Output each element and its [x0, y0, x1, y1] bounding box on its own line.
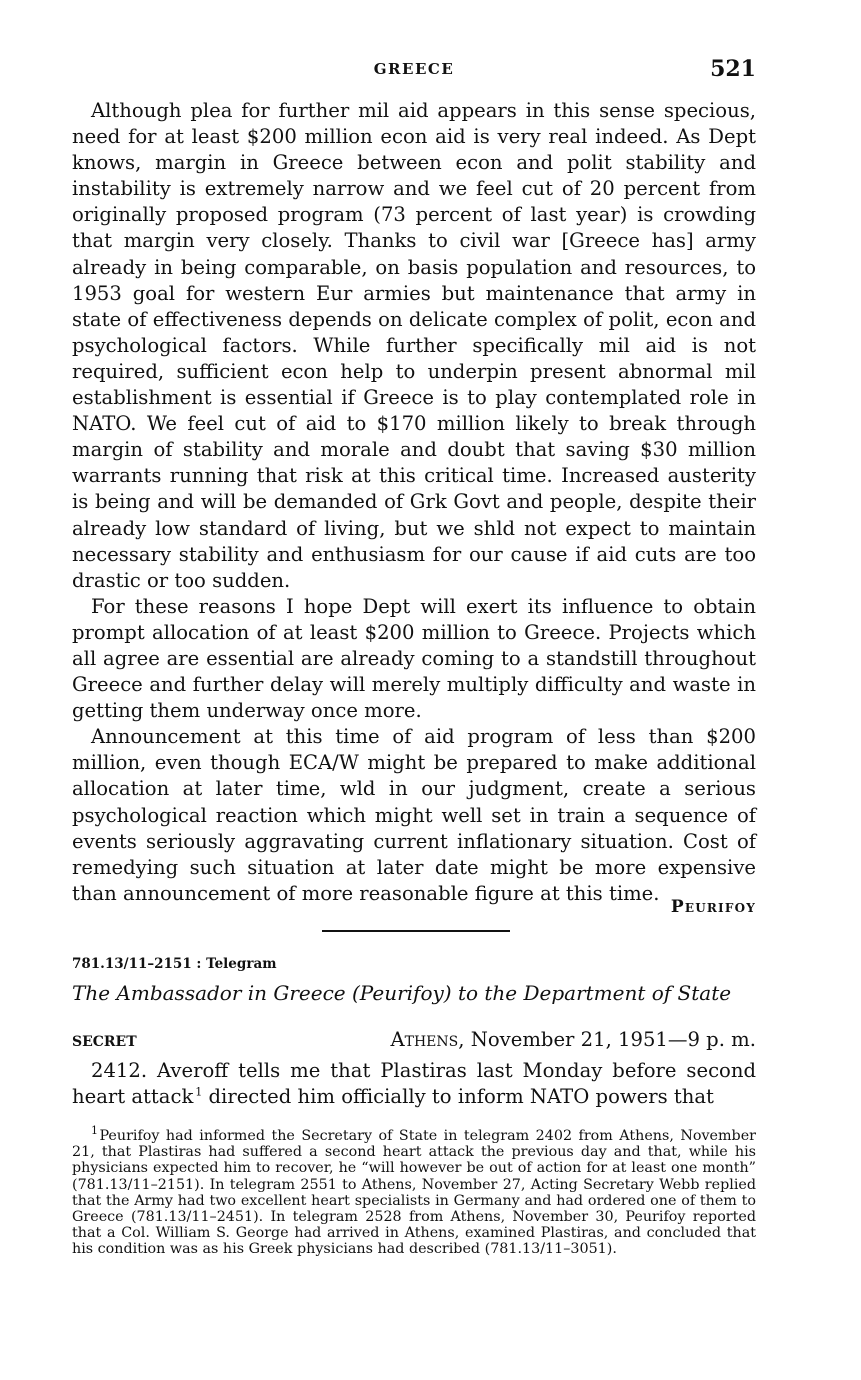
telegram-text-after-ref: directed him officially to inform NATO powers that [208, 1085, 714, 1109]
telegram-paragraph [72, 1058, 756, 1110]
body-paragraph-3: Announcement at this time of aid program of less than $200 million, even though ECA/W might be prepared to make additional allocation at later time, wld in our judgment, create a serious psychological reaction which might well set in train a sequence of events seriously aggravating current inflationary situation. Cost of remedying such situation at later date might be more expensive than announcement of more reasonable figure at this time. [72, 725, 756, 905]
body-paragraph-1: Although plea for further mil aid appears in this sense specious, need for at least $200 million econ aid is very real indeed. As Dept knows, margin in Greece between econ and polit stability and instability is extremely narrow and we feel cut of 20 percent from originally proposed program (73 percent of last year) is crowding that margin very closely. Thanks to civil war [Greece has] army already in being comparable, on basis population and resources, to 1953 goal for western Eur armies but maintenance that army in state of effectiveness depends on delicate complex of polit, econ and psychological factors. While further specifically mil aid is not required, sufficient econ help to underpin present abnormal mil establishment is essential if Greece is to play contemplated role in NATO. We feel cut of aid to $170 million likely to break through margin of stability and morale and doubt that saving $30 million warrants running that risk at this critical time. Increased austerity is being and will be demanded of Grk Govt and people, despite their already low standard of living, but we shld not expect to maintain necessary stability and enthusiasm for our cause if aid cuts are too drastic or too sudden. [72, 99, 756, 592]
footnote-text: Peurifoy had informed the Secretary of State in telegram 2402 from Athens, November 21, that Plastiras had suffered a second heart attack the previous day and that, while his physicians expected him to recover, he “will however be out of action for at least one month” (781.13/11–2151). In telegram 2551 to Athens, November 27, Acting Secretary Webb replied that the Army had two excellent heart specialists in Germany and had ordered one of them to Greece (781.13/11–2451). In telegram 2528 from Athens, November 30, Peurifoy reported that a Col. William S. George had arrived in Athens, examined Plastiras, and concluded that his condition was as his Greek physicians had described (781.13/11–3051). [72, 1128, 756, 1258]
signature: Peurifoy [670, 897, 756, 917]
date: November 21, 1951—9 p. m. [470, 1028, 756, 1051]
place-and-date [390, 1028, 756, 1051]
telegram-body-continued [72, 98, 756, 907]
page-number: 521 [710, 56, 756, 82]
body-paragraph-2: For these reasons I hope Dept will exert its influence to obtain prompt allocation of at least $200 million to Greece. Projects which all agree are essential are already coming to a standstill throughout Greece and further delay will merely multiply difficulty and waste in getting them underway once more. [72, 594, 756, 723]
place: Athens, [390, 1028, 465, 1051]
document-title: The Ambassador in Greece (Peurifoy) to the Department of State [72, 981, 732, 1005]
classification-label: SECRET [72, 1034, 137, 1050]
dateline [72, 1028, 756, 1056]
telegram-text-before-ref: 2412. Averoff tells me that Plastiras last Monday before second heart attack [72, 1059, 756, 1109]
footnote [72, 1124, 756, 1258]
section-divider [322, 930, 510, 932]
telegram-body [72, 1058, 756, 1110]
footnote-paragraph [72, 1124, 756, 1258]
running-head-title: GREECE [373, 60, 455, 78]
running-head [72, 56, 756, 86]
footnote-marker: 1 [91, 1124, 98, 1138]
document-reference: 781.13/11–2151 : Telegram [72, 956, 277, 972]
footnote-reference[interactable]: 1 [195, 1085, 203, 1099]
